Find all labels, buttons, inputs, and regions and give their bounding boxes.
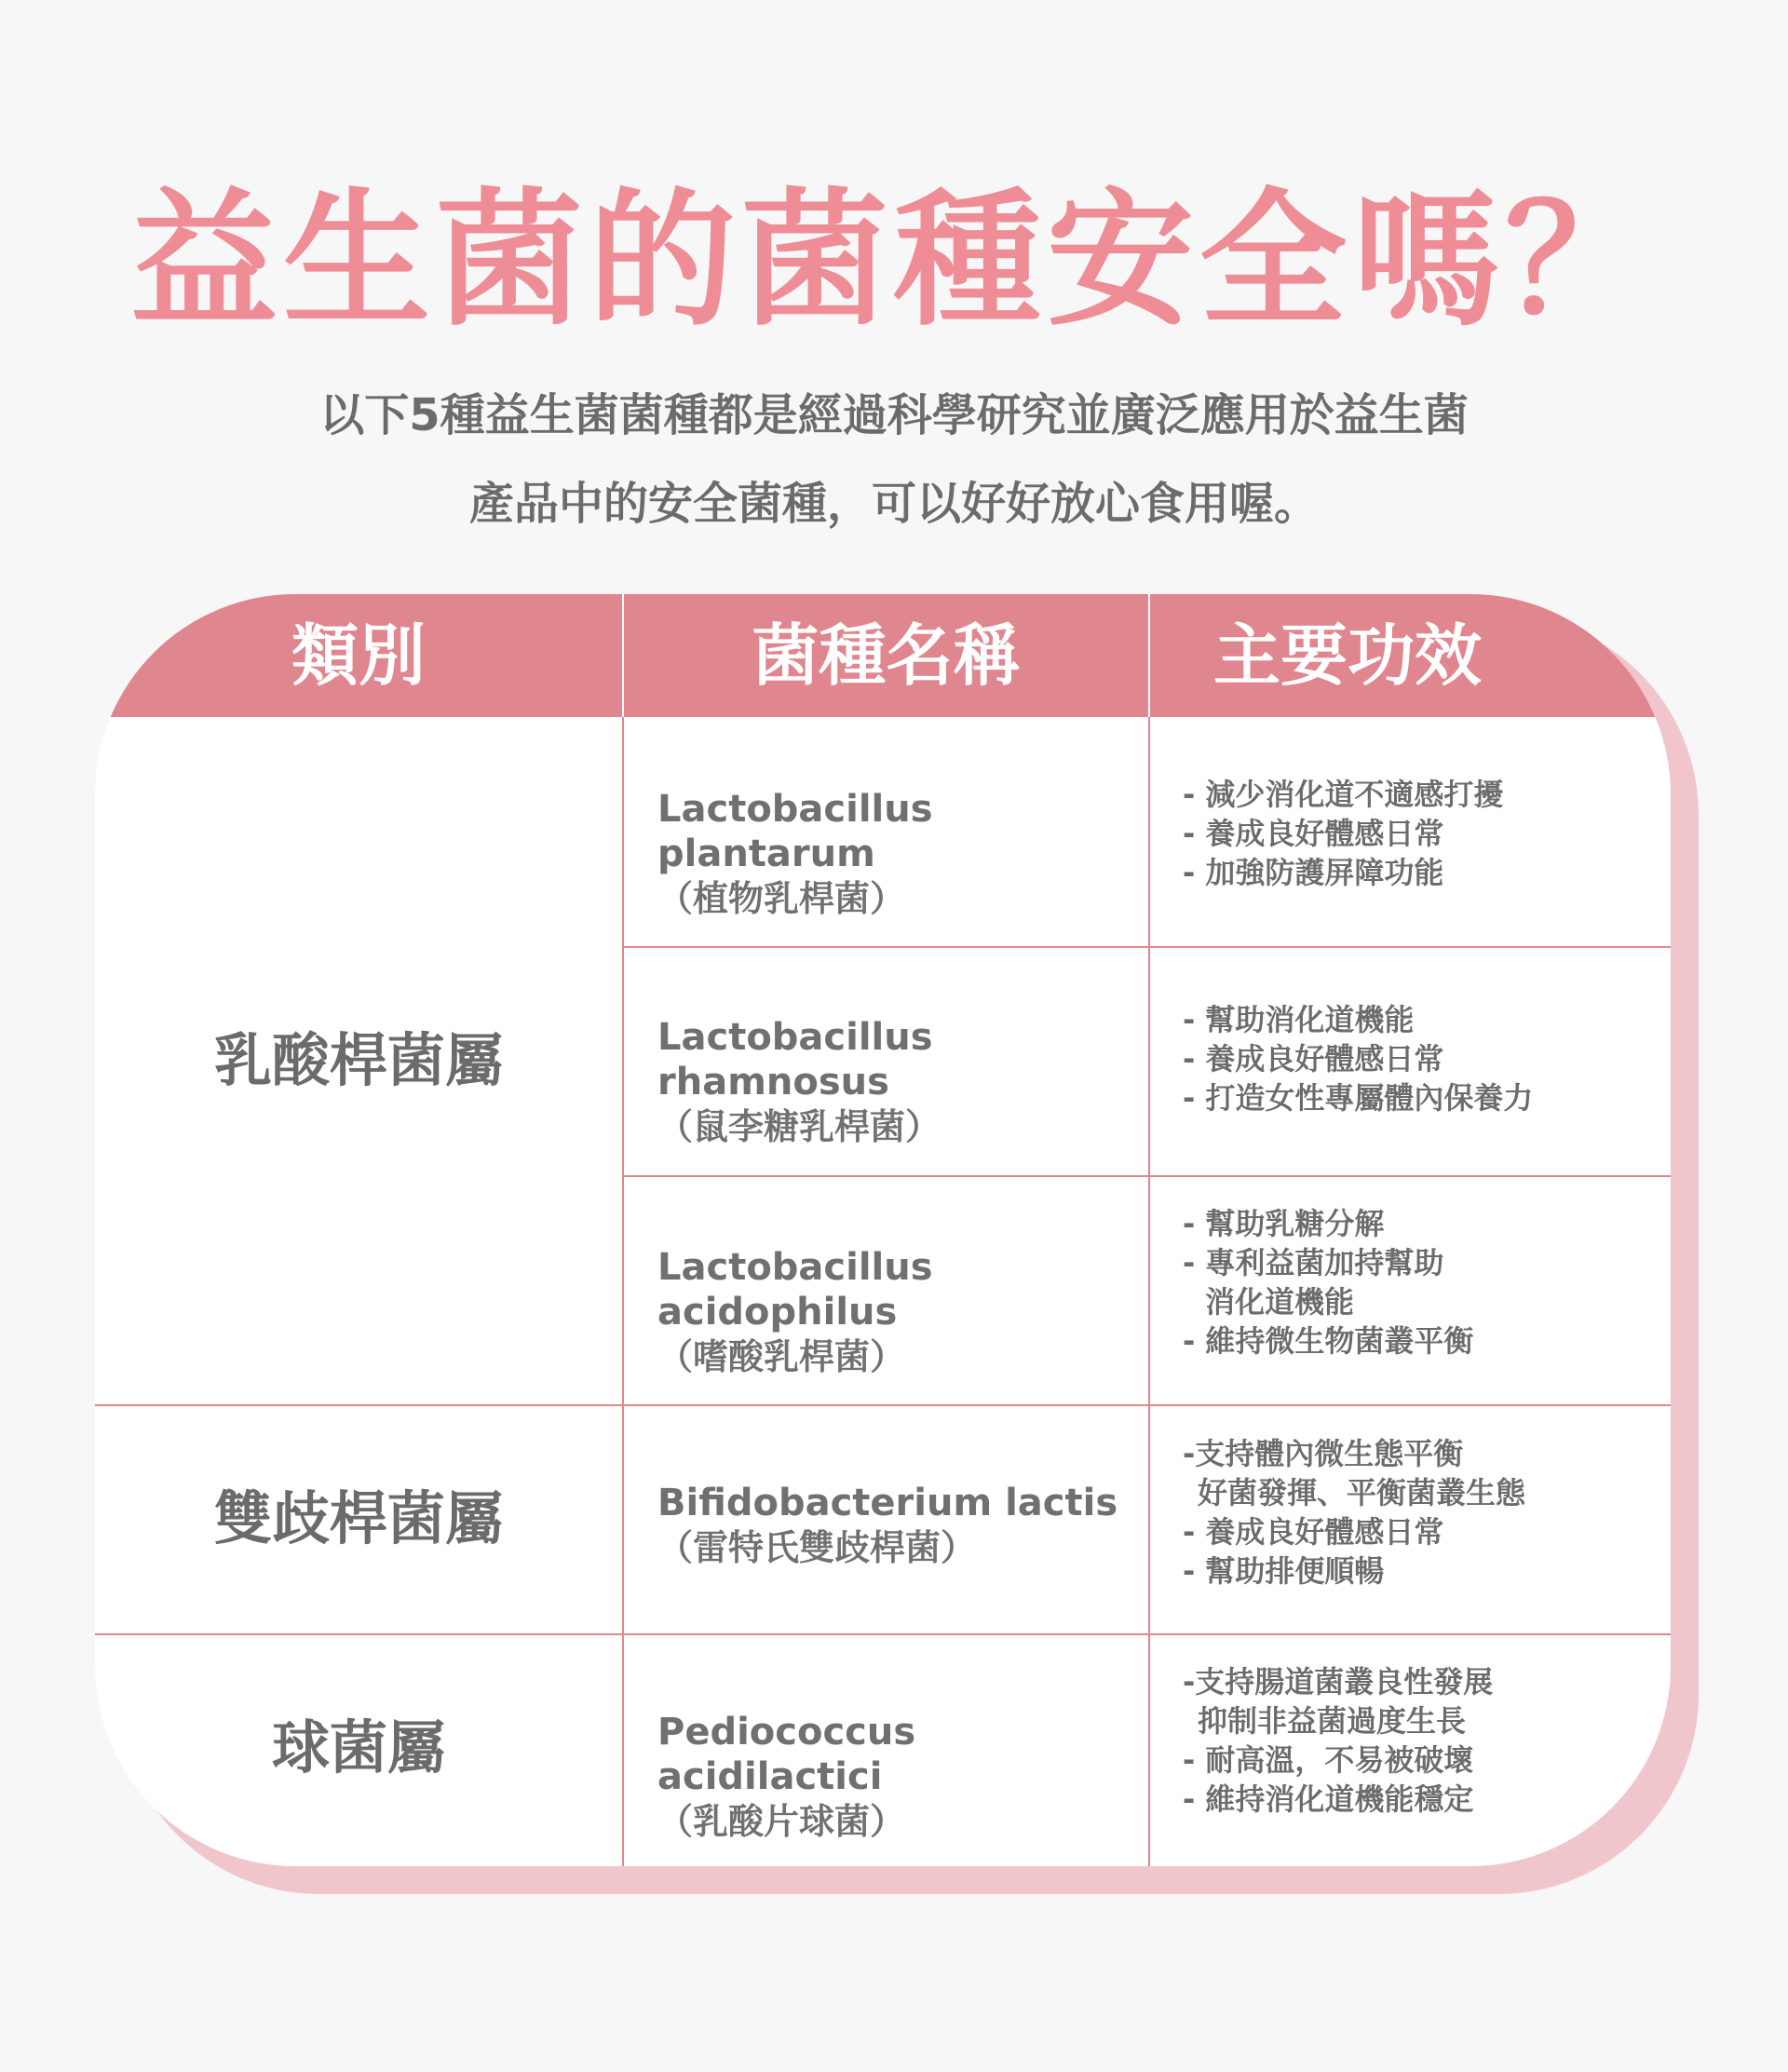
strain-name xyxy=(657,1710,1142,1844)
grid-line xyxy=(95,1404,1671,1406)
effect-item: - 養成良好體感日常 xyxy=(1183,1514,1444,1550)
strain-name-zh: （植物乳桿菌） xyxy=(657,878,906,919)
intro-line-2: 產品中的安全菌種，可以好好放心食用喔。 xyxy=(468,478,1319,530)
effect-item: -支持體內微生態平衡 xyxy=(1183,1436,1464,1471)
header-category: 類別 xyxy=(291,616,426,695)
strain-name-zh: （雷特氏雙歧桿菌） xyxy=(657,1527,977,1568)
effect-item: - 耐高溫，不易被破壞 xyxy=(1183,1742,1474,1778)
effect-item: - 幫助消化道機能 xyxy=(1183,1002,1415,1037)
strain-table xyxy=(95,594,1671,1866)
strain-name-en: Lactobacillus acidophilus xyxy=(657,1246,933,1334)
effect-item: - 加強防護屏障功能 xyxy=(1183,855,1444,890)
category-coccus: 球菌屬 xyxy=(271,1713,445,1781)
strain-name-zh: （嗜酸乳桿菌） xyxy=(657,1336,906,1377)
intro-line-1: 以下5種益生菌菌種都是經過科學研究並廣泛應用於益生菌 xyxy=(319,389,1469,441)
effect-item: - 打造女性專屬體內保養力 xyxy=(1183,1080,1534,1116)
strain-name-en: Lactobacillus plantarum xyxy=(657,788,933,875)
strain-name xyxy=(657,1481,1142,1570)
strain-name-en: Lactobacillus rhamnosus xyxy=(657,1016,933,1104)
strain-effects xyxy=(1183,1434,1648,1591)
grid-line xyxy=(1148,717,1150,1866)
strain-effects xyxy=(1183,1000,1648,1117)
strain-effects xyxy=(1183,1662,1648,1819)
header-divider xyxy=(1148,594,1150,717)
strain-effects xyxy=(1183,775,1648,892)
effect-item: - 養成良好體感日常 xyxy=(1183,816,1444,851)
header-divider xyxy=(622,594,624,717)
header-effect: 主要功效 xyxy=(1212,616,1482,695)
effect-item: - 專利益菌加持幫助 xyxy=(1183,1245,1444,1280)
effect-item: 抑制非益菌過度生長 xyxy=(1198,1703,1467,1739)
strain-name xyxy=(657,1245,1142,1379)
effect-item: - 養成良好體感日常 xyxy=(1183,1041,1444,1077)
strain-name-zh: （乳酸片球菌） xyxy=(657,1801,906,1842)
effect-item: 好菌發揮、平衡菌叢生態 xyxy=(1198,1475,1526,1510)
effect-item: -支持腸道菌叢良性發展 xyxy=(1183,1664,1494,1700)
grid-line xyxy=(622,1175,1671,1177)
effect-item: - 維持消化道機能穩定 xyxy=(1183,1781,1474,1817)
grid-line xyxy=(95,1633,1671,1635)
strain-name-en: Bifidobacterium lactis xyxy=(657,1482,1118,1524)
effect-item: - 幫助排便順暢 xyxy=(1183,1553,1385,1589)
grid-line xyxy=(622,946,1671,948)
effect-item: 消化道機能 xyxy=(1205,1284,1355,1320)
strain-name-zh: （鼠李糖乳桿菌） xyxy=(657,1106,941,1147)
effect-item: - 減少消化道不適感打擾 xyxy=(1183,777,1504,812)
category-lactobacillus: 乳酸桿菌屬 xyxy=(213,1026,503,1094)
grid-line xyxy=(622,717,624,1866)
category-bifidobacterium: 雙歧桿菌屬 xyxy=(213,1484,503,1552)
page-title: 益生菌的菌種安全嗎？ xyxy=(130,175,1658,346)
effect-item: - 幫助乳糖分解 xyxy=(1183,1206,1385,1241)
header-strain: 菌種名稱 xyxy=(752,616,1021,695)
strain-effects xyxy=(1183,1204,1648,1361)
strain-name xyxy=(657,787,1142,921)
effect-item: - 維持微生物菌叢平衡 xyxy=(1183,1323,1474,1359)
strain-name-en: Pediococcus acidilactici xyxy=(657,1711,916,1798)
strain-name xyxy=(657,1015,1142,1149)
